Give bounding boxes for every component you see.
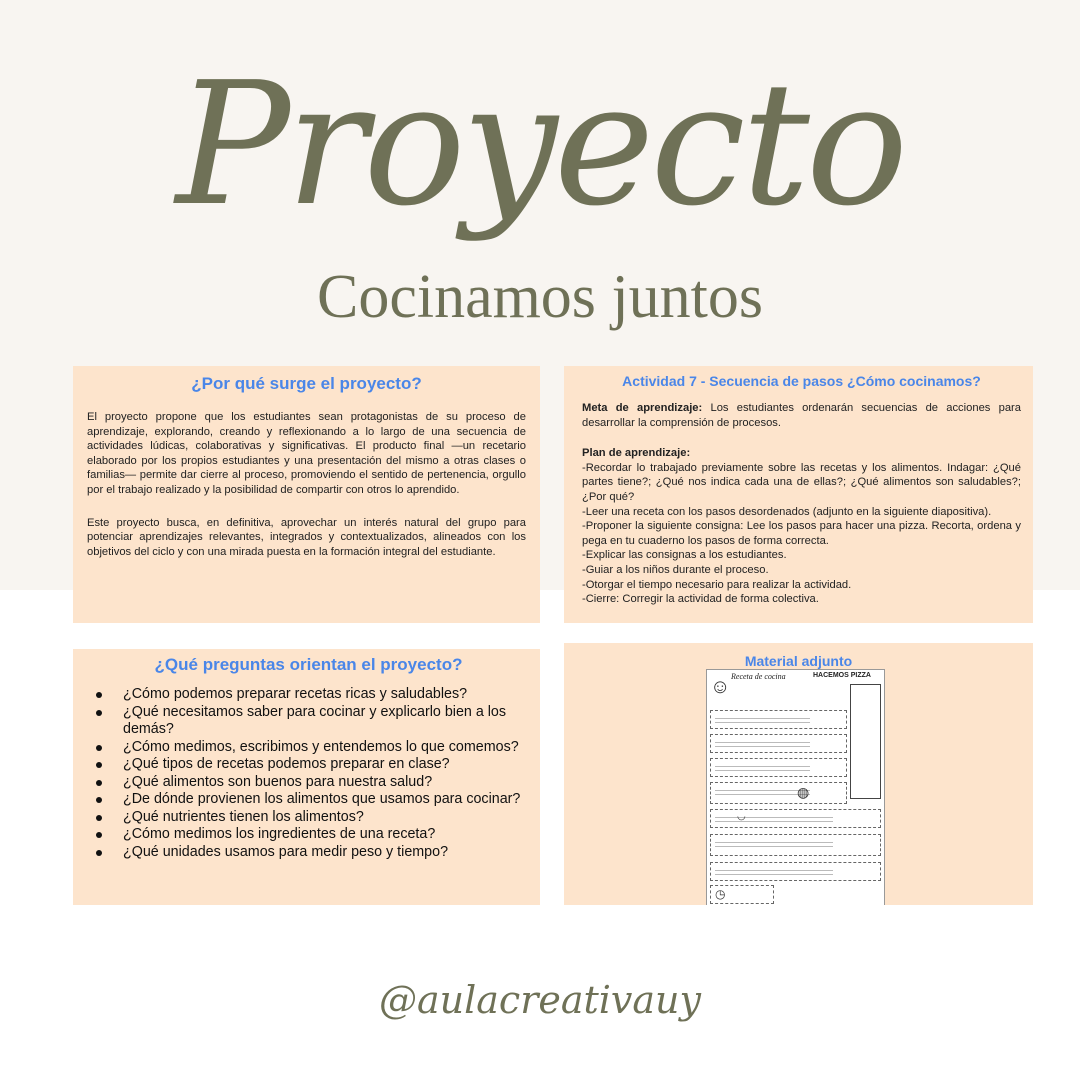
list-item: ¿Qué tipos de recetas podemos preparar en clase?	[123, 756, 530, 774]
page-subtitle: Cocinamos juntos	[316, 263, 764, 331]
plan-step: -Explicar las consignas a los estudiantes.	[582, 549, 787, 562]
list-item: ¿Qué alimentos son buenos para nuestra salud?	[123, 774, 530, 792]
plan-step: -Cierre: Corregir la actividad de forma colectiva.	[582, 593, 819, 606]
plan-step: -Guiar a los niños durante el proceso.	[582, 563, 769, 576]
chef-icon: ☺	[710, 676, 731, 698]
meta-text: Los estudiantes ordenarán secuencias de acciones para desarrollar la comprensión de procesos.	[582, 402, 1022, 429]
questions-card	[73, 649, 540, 905]
why-paragraph-1: El proyecto propone que los estudiantes sean protagonistas de su proceso de aprendizaje, explorando, creando y reflexionando a lo largo de una secuencia de actividades lúdicas, colaborativas y significativas. El producto final —un recetario elaborado por los propios estudiantes y una presentación del mismo a otras clases o familias— permite dar cierre al proceso, promoviendo el sentido de pertenencia, orgullo por el trabajo realizado y la posibilidad de compartir con otros lo aprendido.	[87, 411, 526, 496]
activity-meta	[582, 401, 1021, 430]
meta-label: Meta de aprendizaje:	[582, 402, 703, 414]
list-item: ¿Qué nutrientes tienen los alimentos?	[123, 809, 530, 827]
list-item: ¿Qué necesitamos saber para cocinar y explicarlo bien a los demás?	[123, 704, 530, 739]
bowl-icon: ◡	[737, 811, 746, 822]
plan-step: -Leer una receta con los pasos desordenados (adjunto en la siguiente diapositiva).	[582, 505, 992, 518]
worksheet-brand: HACEMOS PIZZA	[813, 672, 871, 679]
plan-step: -Otorgar el tiempo necesario para realizar la actividad.	[582, 578, 852, 591]
worksheet-step	[710, 710, 847, 729]
worksheet-title: Receta de cocina	[731, 672, 786, 681]
plan-step: -Proponer la siguiente consigna: Lee los pasos para hacer una pizza. Recorta, ordena y pega en tu cuaderno los pasos de forma correcta.	[582, 520, 1021, 547]
ingredients-panel	[850, 684, 881, 799]
why-heading: ¿Por qué surge el proyecto?	[191, 374, 422, 393]
material-heading: Material adjunto	[744, 653, 853, 669]
list-item: ¿Cómo podemos preparar recetas ricas y saludables?	[123, 686, 530, 704]
page-title: Proyecto	[175, 46, 905, 244]
plan-step: -Recordar lo trabajado previamente sobre las recetas y los alimentos. Indagar: ¿Qué partes tiene?; ¿Qué nos indica cada una de ellas?; ¿Qué alimentos son saludables?; ¿Por qué?	[582, 461, 1021, 503]
questions-list	[87, 686, 530, 861]
list-item: ¿Qué unidades usamos para medir peso y tiempo?	[123, 844, 530, 862]
questions-heading: ¿Qué preguntas orientan el proyecto?	[154, 655, 463, 674]
clock-icon: ◷	[715, 887, 726, 901]
material-card	[564, 643, 1033, 905]
why-paragraph-2: Este proyecto busca, en definitiva, aprovechar un interés natural del grupo para potenciar aprendizajes relevantes, integrados y contextualizados, alineados con los objetivos del ciclo y con una mirada puesta en la formación integral del estudiante.	[87, 516, 526, 558]
activity-card	[564, 366, 1033, 623]
worksheet-step	[710, 809, 881, 828]
pizza-icon: ◍	[797, 784, 810, 800]
worksheet-step	[710, 782, 847, 804]
worksheet-step	[710, 862, 881, 881]
why-card	[73, 366, 540, 623]
worksheet-step	[710, 834, 881, 856]
worksheet-step	[710, 734, 847, 753]
worksheet-step	[710, 758, 847, 777]
recipe-worksheet-image	[706, 669, 885, 905]
social-handle: @aulacreativauy	[378, 978, 702, 1022]
activity-heading: Actividad 7 - Secuencia de pasos ¿Cómo cocinamos?	[622, 373, 981, 389]
list-item: ¿Cómo medimos los ingredientes de una receta?	[123, 826, 530, 844]
plan-label: Plan de aprendizaje:	[582, 447, 691, 460]
list-item: ¿Cómo medimos, escribimos y entendemos lo que comemos?	[123, 739, 530, 757]
list-item: ¿De dónde provienen los alimentos que usamos para cocinar?	[123, 791, 530, 809]
